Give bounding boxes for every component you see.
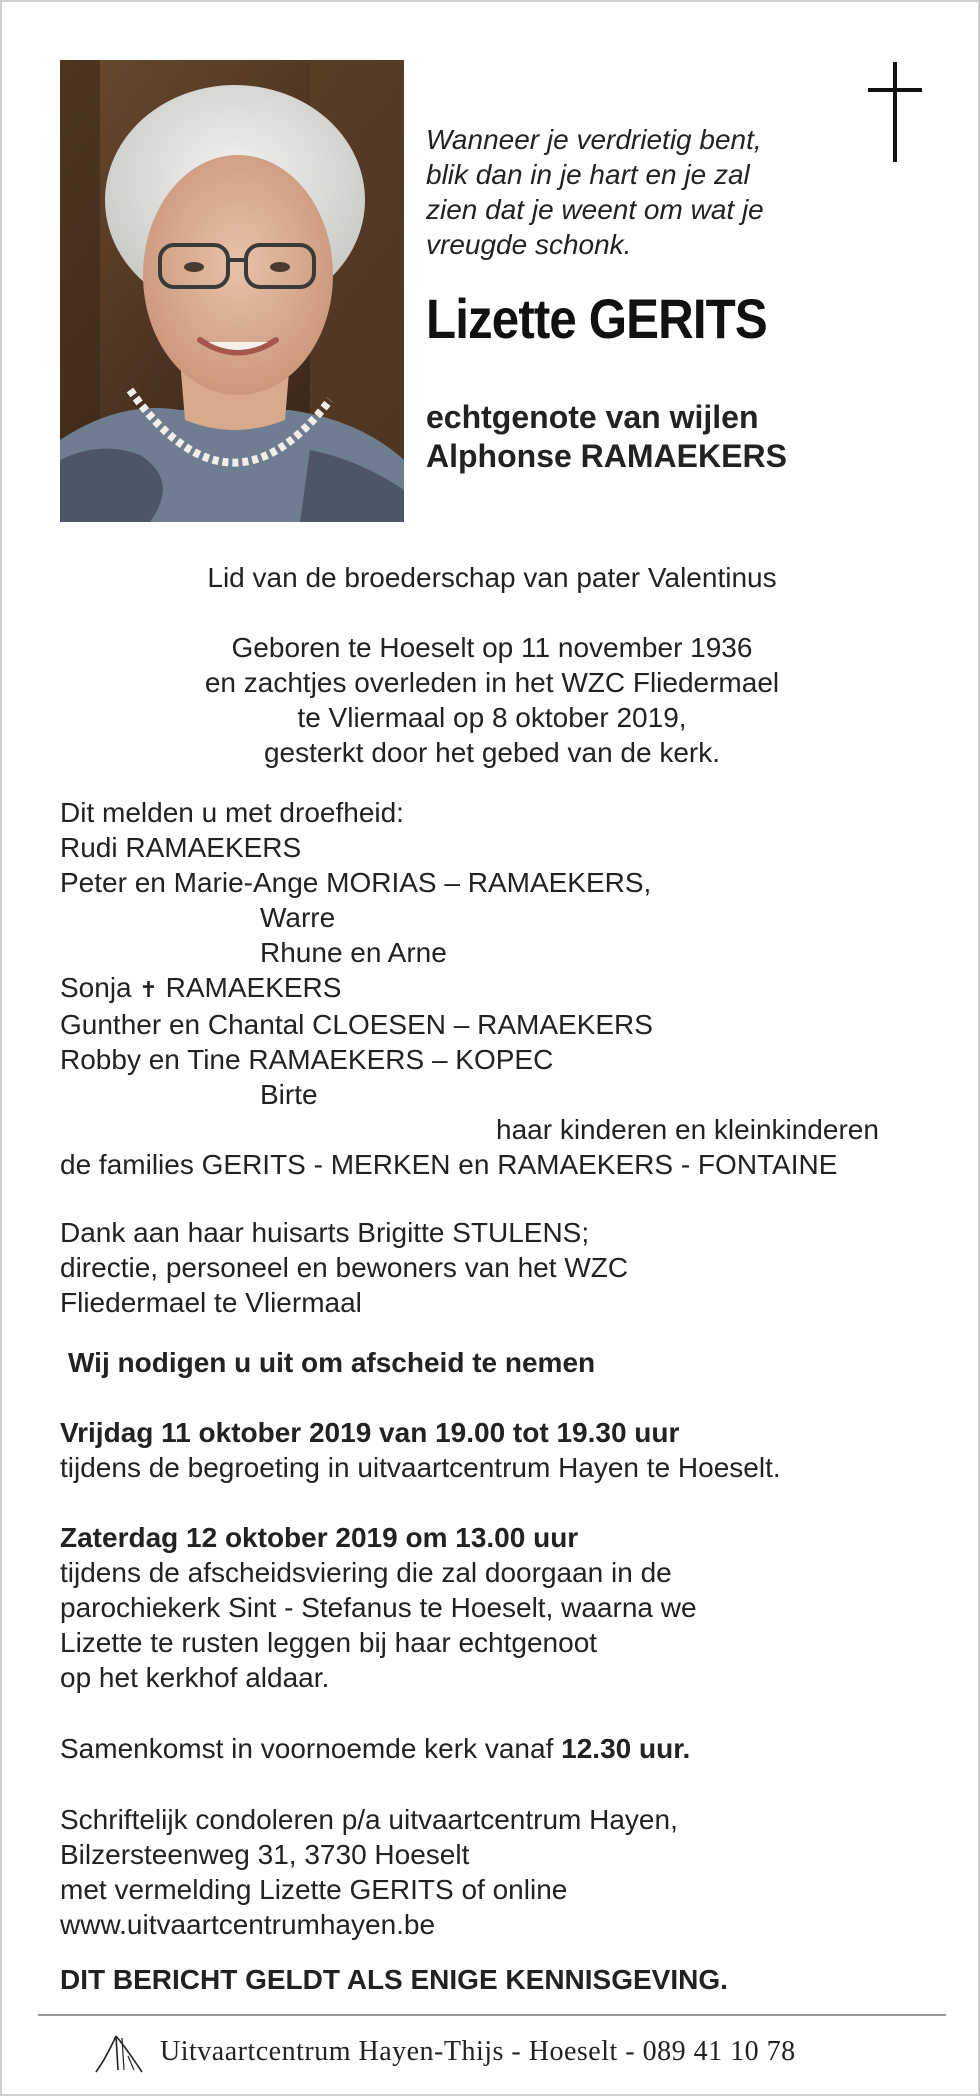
event-description: parochiekerk Sint - Stefanus te Hoeselt, waarna we: [60, 1592, 697, 1623]
event-saturday: [60, 1520, 940, 1695]
poem: [426, 122, 866, 262]
poem-line: zien dat je weent om wat je: [426, 194, 764, 225]
spouse-line: Alphonse RAMAEKERS: [426, 438, 787, 474]
thanks-line: directie, personeel en bewoners van het WZC: [60, 1252, 629, 1283]
gathering-line: [60, 1731, 940, 1766]
invite-heading-text: Wij nodigen u uit om afscheid te nemen: [68, 1347, 596, 1378]
family-line: Warre: [260, 902, 336, 933]
thanks: [60, 1215, 940, 1320]
footer: [92, 2030, 952, 2076]
footer-divider: [38, 2014, 946, 2016]
event-date: Zaterdag 12 oktober 2019 om 13.00 uur: [60, 1522, 579, 1553]
birth-death-info: [2, 630, 980, 770]
family-line: [60, 970, 940, 1007]
family-list: [60, 795, 940, 1182]
family-line: Rudi RAMAEKERS: [60, 832, 302, 863]
gathering-time: 12.30 uur.: [561, 1733, 691, 1764]
birth-death-line: Geboren te Hoeselt op 11 november 1936: [231, 632, 753, 663]
funeral-home-logo-icon: [92, 2030, 146, 2076]
portrait-photo: [60, 60, 404, 522]
birth-death-line: en zachtjes overleden in het WZC Fliedermael: [204, 667, 780, 698]
membership-text: Lid van de broederschap van pater Valentinus: [207, 562, 777, 593]
birth-death-line: te Vliermaal op 8 oktober 2019,: [297, 702, 687, 733]
family-line: Rhune en Arne: [260, 937, 447, 968]
family-line: Robby en Tine RAMAEKERS – KOPEC: [60, 1044, 554, 1075]
family-name-part: Sonja: [60, 972, 140, 1003]
spouse-line: echtgenote van wijlen: [426, 399, 759, 435]
family-line: Birte: [260, 1079, 318, 1110]
event-description: tijdens de afscheidsviering die zal doorgaan in de: [60, 1557, 672, 1588]
gathering: [60, 1731, 940, 1766]
event-description: tijdens de begroeting in uitvaartcentrum Hayen te Hoeselt.: [60, 1452, 781, 1483]
deceased-cross-icon: ✝: [139, 977, 158, 1002]
gathering-text: Samenkomst in voornoemde kerk vanaf: [60, 1733, 562, 1764]
spouse-info: [426, 398, 926, 476]
invite-heading: [68, 1345, 948, 1380]
family-name-part: RAMAEKERS: [157, 972, 342, 1003]
condolence-link[interactable]: www.uitvaartcentrumhayen.be: [60, 1909, 436, 1940]
family-intro: Dit melden u met droefheid:: [60, 797, 404, 828]
family-line: haar kinderen en kleinkinderen: [496, 1114, 879, 1145]
event-date: Vrijdag 11 oktober 2019 van 19.00 tot 19.30 uur: [60, 1417, 680, 1448]
event-description: Lizette te rusten leggen bij haar echtgenoot: [60, 1627, 598, 1658]
family-line: Gunther en Chantal CLOESEN – RAMAEKERS: [60, 1009, 653, 1040]
birth-death-line: gesterkt door het gebed van de kerk.: [263, 737, 721, 768]
family-line: de families GERITS - MERKEN en RAMAEKERS - FONTAINE: [60, 1149, 838, 1180]
footer-text: Uitvaartcentrum Hayen-Thijs - Hoeselt - 089 41 10 78: [160, 2036, 796, 2067]
poem-line: blik dan in je hart en je zal: [426, 159, 750, 190]
poem-line: Wanneer je verdrietig bent,: [426, 124, 762, 155]
family-line: Peter en Marie-Ange MORIAS – RAMAEKERS,: [60, 867, 652, 898]
poem-line: vreugde schonk.: [426, 229, 632, 260]
condolence-line: Bilzersteenweg 31, 3730 Hoeselt: [60, 1839, 470, 1870]
membership: [2, 560, 980, 595]
event-friday: [60, 1415, 940, 1485]
event-description: op het kerkhof aldaar.: [60, 1662, 330, 1693]
condolence-line: met vermelding Lizette GERITS of online: [60, 1874, 568, 1905]
condolences: [60, 1802, 940, 1942]
notice-text: DIT BERICHT GELDT ALS ENIGE KENNISGEVING.: [60, 1964, 728, 1995]
deceased-name: Lizette GERITS: [426, 287, 767, 350]
thanks-line: Dank aan haar huisarts Brigitte STULENS;: [60, 1217, 590, 1248]
notice: [60, 1962, 940, 1997]
condolence-line: Schriftelijk condoleren p/a uitvaartcentrum Hayen,: [60, 1804, 678, 1835]
thanks-line: Fliedermael te Vliermaal: [60, 1287, 362, 1318]
cross-icon: [866, 62, 926, 162]
